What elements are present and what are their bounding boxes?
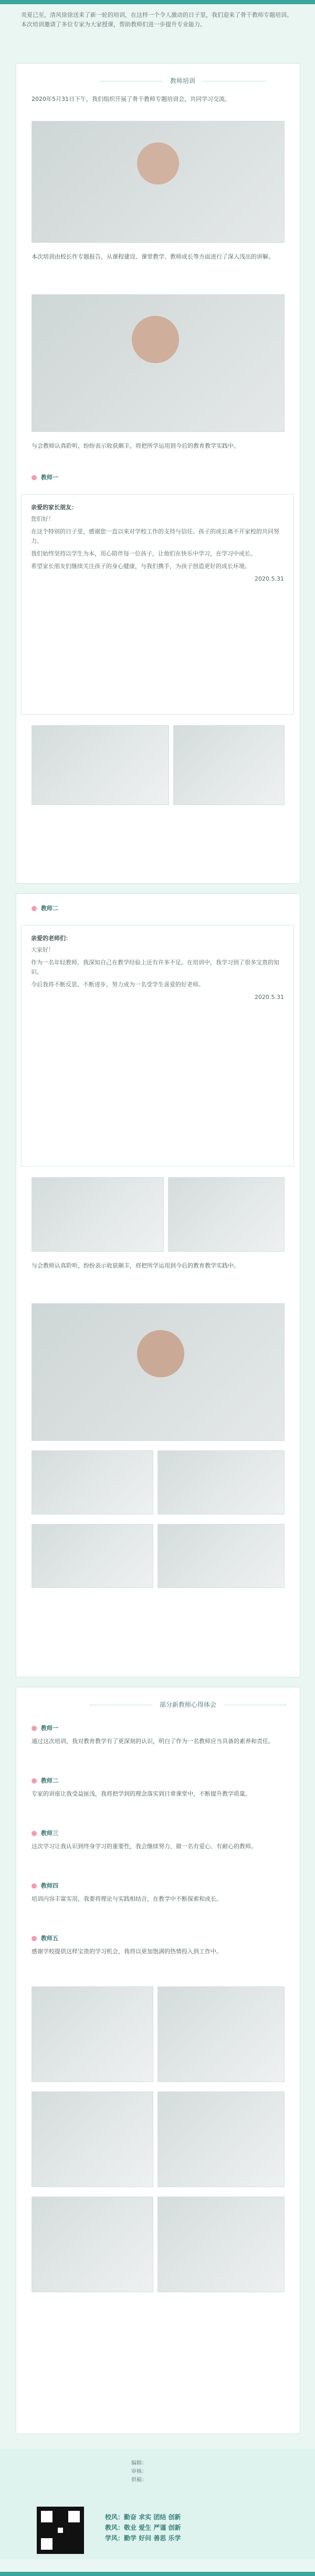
motto-line: 教风：敬业 爱生 严谨 创新: [105, 2524, 181, 2531]
credit-line: 审核：: [131, 2469, 147, 2475]
reflection-text: 感谢学校提供这样宝贵的学习机会，我将以更加饱满的热情投入到工作中。: [32, 1948, 222, 1955]
badge-label: 教师一: [41, 1725, 58, 1732]
letter-2: [21, 925, 294, 1167]
badge-reflection: [32, 1776, 58, 1786]
letter-salute: 亲爱的老师们：: [31, 935, 71, 942]
credit-line: 编辑：: [131, 2460, 147, 2466]
qr-cell: [68, 2511, 80, 2522]
reflection-text: 专家的讲座让我受益匪浅，我将把学到的理念落实到日常课堂中，不断提升教学质量。: [32, 1790, 251, 1797]
letter-para: 作为一名年轻教师，我深知自己在教学经验上还有许多不足。在培训中，我学习到了很多宝贵的知识。: [31, 959, 279, 975]
photo-row-1: [32, 725, 285, 805]
top-stripe: [0, 0, 315, 4]
letter-para: 大家好！: [31, 946, 54, 953]
photo-thumb: [168, 1177, 285, 1252]
badge-dot: [32, 1883, 37, 1889]
photo-thumb: [158, 1986, 285, 2082]
badge-dot: [32, 1936, 37, 1941]
section-title: 教师培训: [170, 77, 195, 85]
photo-thumb: [32, 725, 169, 805]
photo-thumb: [158, 1450, 285, 1514]
training-photo-1: [32, 121, 285, 243]
letter-1: [21, 494, 294, 715]
qr-cell: [41, 2538, 52, 2550]
section-title: 部分新教师心得体会: [159, 1701, 216, 1708]
letter-para: 在这个特别的日子里，感谢您一直以来对学校工作的支持与信任。孩子的成长离不开家校的共同努力。: [31, 528, 279, 544]
speaker-photo: [132, 316, 179, 363]
letter-salute: 亲爱的家长朋友：: [31, 504, 77, 511]
photo-row-2: [32, 1177, 285, 1252]
qr-code: [37, 2507, 84, 2554]
photo-thumb: [158, 1524, 285, 1588]
footer-motto: [105, 2512, 181, 2543]
badge-label: 教师二: [41, 1777, 58, 1784]
section-header-training: [100, 74, 266, 88]
badge-teacher-2: [32, 904, 58, 913]
letter-sign: 2020.5.31: [255, 994, 284, 1001]
motto-line: 校风：勤奋 求实 团结 创新: [105, 2513, 181, 2521]
letter-para: 我们始终坚持以学生为本，用心陪伴每一位孩子，让他们在快乐中学习，在学习中成长。: [31, 550, 256, 557]
photo-thumb: [32, 1524, 153, 1588]
badge-dot: [32, 1778, 37, 1784]
badge-reflection: [32, 1724, 58, 1733]
badge-dot: [32, 1726, 37, 1731]
footer-credits: [131, 2459, 147, 2485]
training-text-1: 本次培训由校长作专题报告，从课程建设、课堂教学、教师成长等方面进行了深入浅出的讲解。: [32, 253, 274, 260]
photo-row-5: [32, 1986, 285, 2082]
training-text-2: 与会教师认真聆听，纷纷表示收获颇丰，将把所学运用到今后的教育教学实践中。: [32, 442, 239, 449]
letter-para: 希望家长朋友们继续关注孩子的身心健康，与我们携手，为孩子创造更好的成长环境。: [31, 563, 250, 570]
qr-cell: [41, 2511, 52, 2522]
badge-reflection: [32, 1934, 58, 1943]
badge-label: 教师二: [41, 905, 58, 912]
training-intro: 2020年5月31日下午，我们组织开展了骨干教师专题培训会，共同学习交流。: [32, 96, 230, 102]
badge-dot: [32, 1831, 37, 1836]
photo-thumb: [32, 1986, 153, 2082]
letter-sign: 2020.5.31: [255, 575, 284, 582]
photo-row-7: [32, 2197, 285, 2292]
speaker-photo: [137, 142, 179, 184]
training-photo-2: [32, 294, 285, 432]
bottom-stripe: [0, 2572, 315, 2576]
photo-thumb: [32, 2197, 153, 2292]
reflection-text: 这次学习让我认识到终身学习的重要性，我会继续努力，做一名有爱心、有耐心的教师。: [32, 1843, 257, 1850]
training-photo-3: [32, 1303, 285, 1441]
motto-line: 学风：勤学 好问 善思 乐学: [105, 2534, 181, 2542]
photo-thumb: [32, 1177, 164, 1252]
badge-dot: [32, 475, 37, 480]
badge-label: 教师一: [41, 474, 58, 481]
footer: [0, 2449, 315, 2559]
photo-thumb: [32, 2091, 153, 2187]
badge-label: 教师五: [41, 1935, 58, 1942]
speaker-photo: [137, 1330, 184, 1377]
badge-reflection: [32, 1829, 58, 1838]
badge-label: 教师四: [41, 1882, 58, 1889]
photo-thumb: [173, 725, 285, 805]
letter-para: 今后我将不断反思、不断进步，努力成为一名受学生喜爱的好老师。: [31, 981, 204, 988]
intro-text: 炎夏已至，清风徐徐送来了新一轮的培训，在这样一个令人激动的日子里，我们迎来了骨干教师专题培训。本次培训邀请了多位专家为大家授课，帮助教师们进一步提升专业能力。: [21, 12, 292, 28]
section-header-reflections: [89, 1697, 287, 1712]
badge-reflection: [32, 1881, 58, 1891]
badge-label: 教师三: [41, 1830, 58, 1837]
letters-caption: 与会教师认真聆听，纷纷表示收获颇丰，将把所学运用到今后的教育教学实践中。: [32, 1262, 239, 1269]
photo-row-6: [32, 2091, 285, 2187]
reflection-text: 培训内容丰富实用，我要将理论与实践相结合，在教学中不断探索和成长。: [32, 1895, 222, 1902]
photo-thumb: [158, 2197, 285, 2292]
photo-row-4: [32, 1524, 285, 1588]
letter-para: 您们好！: [31, 516, 54, 522]
credit-line: 供稿：: [131, 2477, 147, 2483]
photo-thumb: [32, 1450, 153, 1514]
qr-cell: [58, 2528, 63, 2533]
photo-thumb: [158, 2091, 285, 2187]
badge-teacher-1: [32, 473, 58, 482]
photo-row-3: [32, 1450, 285, 1514]
reflection-text: 通过这次培训，我对教育教学有了更深刻的认识，明白了作为一名教师应当具备的素养和责任。: [32, 1738, 274, 1745]
badge-dot: [32, 906, 37, 911]
